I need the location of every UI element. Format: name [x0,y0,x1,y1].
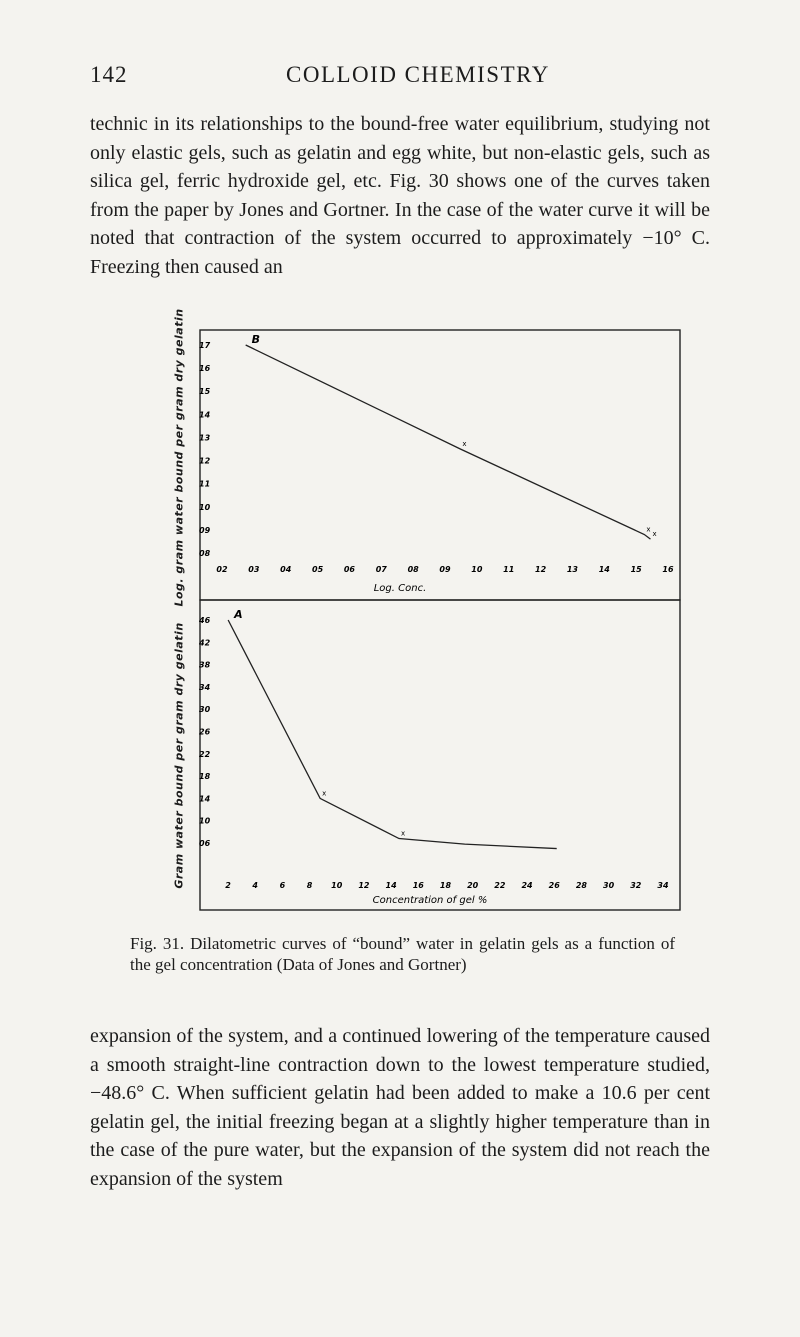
top-chart-ylabel: Log. gram water bound per gram dry gelatin [172,308,186,607]
bottom-chart-frame [200,600,680,910]
x-tick-label: 32 [630,881,642,890]
x-tick-label: 34 [657,881,669,890]
bottom-chart [198,608,669,890]
x-tick-label: 15 [630,565,642,574]
y-tick-label: 22 [199,749,211,759]
y-tick-label: 38 [199,660,211,670]
x-tick-label: 04 [280,565,292,574]
y-tick-label: 18 [199,772,211,782]
x-tick-label: 18 [439,881,452,890]
x-tick-label: 09 [439,565,451,574]
bottom-chart-ylabel-wrap [164,615,194,895]
y-tick-label: 10 [199,816,211,826]
body-paragraph-1: technic in its relationships to the bound-free water equilibrium, studying not only elastic gels, such as gelatin and egg white, but non-elastic gels, such as silica gel, ferric hydroxide gel, etc. Fig. 30 shows one of the curves taken from the paper by Jones and Gortner. In the case of the water curve it will be noted that contraction of the system occurred to approximately −10° C. Freezing then caused an [90,113,710,278]
x-tick-label: 07 [375,565,387,574]
y-tick-label: 46 [199,616,211,625]
y-tick-label: 14 [199,410,211,420]
y-tick-label: 17 [199,341,211,350]
x-tick-label: 6 [279,881,286,890]
x-tick-label: 22 [494,881,506,890]
x-tick-label: 06 [343,565,355,574]
figure-caption: Fig. 31. Dilatometric curves of “bound” water in gelatin gels as a function of the gel concentration (Data of Jones and Gortner) [130,934,675,974]
y-tick-label: 09 [199,525,211,535]
top-chart [199,333,674,574]
figure-31 [160,308,690,930]
y-tick-label: 30 [199,705,211,715]
data-point-marker: x [322,789,327,798]
y-tick-label: 14 [199,794,211,804]
y-tick-label: 26 [199,727,211,737]
bottom-chart-ylabel: Gram water bound per gram dry gelatin [172,621,186,889]
y-tick-label: 10 [199,502,211,512]
body-paragraph-2: expansion of the system, and a continued lowering of the temperature caused a smooth straight-line contraction down to the lowest temperature studied, −48.6° C. When sufficient gelatin had been added to make a 10.6 per cent gelatin gel, the initial freezing began at a slightly higher temperature than in the case of the pure water, but the expansion of the system did not reach the expansion of the system [90,1025,710,1190]
top-chart-xlabel: Log. Conc. [373,583,427,594]
x-tick-label: 28 [575,881,588,890]
running-head: COLLOID CHEMISTRY [286,62,550,87]
x-tick-label: 16 [662,565,674,574]
x-tick-label: 2 [225,881,231,890]
x-tick-label: 08 [407,565,419,574]
x-tick-label: 8 [306,881,313,890]
curve-label: A [234,608,243,621]
top-chart-frame [200,330,680,600]
data-curve [228,620,557,849]
bottom-chart-xlabel: Concentration of gel % [372,895,488,906]
x-tick-label: 16 [412,881,424,890]
y-tick-label: 06 [199,839,211,848]
y-tick-label: 08 [199,549,211,558]
data-point-marker: x [646,525,651,534]
y-tick-label: 12 [199,456,211,466]
x-tick-label: 26 [548,881,560,890]
x-tick-label: 02 [216,565,228,574]
x-tick-label: 14 [598,565,610,574]
x-tick-label: 03 [248,565,260,574]
y-tick-label: 11 [199,479,211,489]
x-tick-label: 4 [252,881,258,890]
data-point-marker: x [401,829,406,838]
x-tick-label: 14 [385,881,397,890]
x-tick-label: 24 [521,881,533,890]
x-tick-label: 12 [535,565,547,574]
x-tick-label: 10 [331,881,343,890]
x-tick-label: 12 [358,881,370,890]
y-tick-label: 34 [199,682,211,692]
data-point-marker: x [462,440,467,448]
data-point-marker: x [652,530,657,539]
x-tick-label: 11 [503,565,515,574]
x-tick-label: 20 [467,881,479,890]
x-tick-label: 05 [312,565,324,574]
y-tick-label: 13 [199,433,211,443]
top-chart-ylabel-wrap [164,308,194,607]
x-tick-label: 30 [603,881,615,890]
x-tick-label: 13 [566,565,578,574]
y-tick-label: 42 [199,638,211,648]
page-number: 142 [90,62,128,87]
curve-label: B [251,333,261,346]
x-tick-label: 10 [471,565,483,574]
y-tick-label: 16 [199,364,211,374]
page-header [0,62,800,92]
data-curve [246,345,651,539]
figure-svg [160,325,690,930]
y-tick-label: 15 [199,387,211,397]
